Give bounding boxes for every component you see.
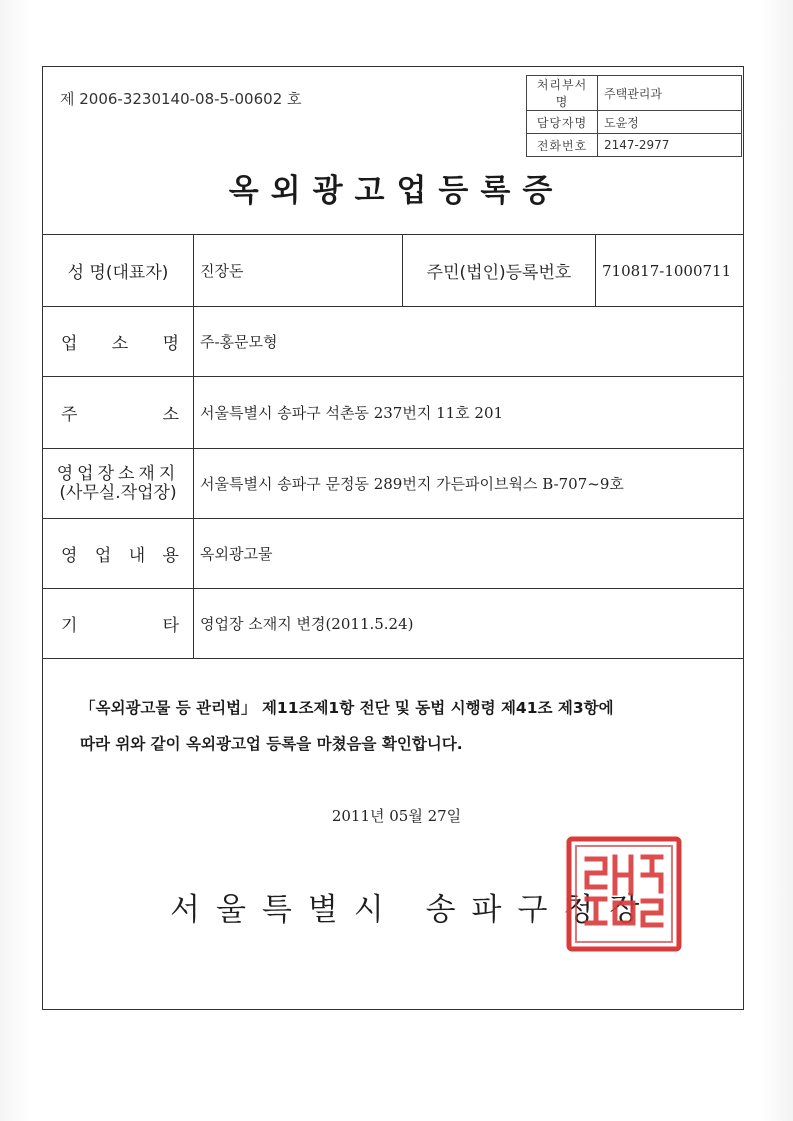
document-title: 옥외광고업등록증 <box>228 173 565 209</box>
business-content-value: 옥외광고물 <box>194 519 744 589</box>
business-name-value: 주-홍문모형 <box>194 307 744 377</box>
representative-label: 성 명(대표자) <box>43 235 194 307</box>
address-value: 서울특별시 송파구 석촌동 237번지 11호 201 <box>194 377 744 449</box>
office-value: 2147-2977 <box>598 134 742 157</box>
office-value: 도윤정 <box>598 111 742 134</box>
business-location-label: 영업장소재지 (사무실.작업장) <box>43 449 194 519</box>
business-name-label: 업 소 명 <box>43 307 194 377</box>
processing-office-box <box>526 75 742 157</box>
office-row-department <box>527 76 742 111</box>
registration-number-label: 주민(법인)등록번호 <box>403 235 596 307</box>
etc-label: 기 타 <box>43 589 194 659</box>
certification-statement <box>80 690 740 762</box>
official-seal-stamp <box>565 835 683 953</box>
office-row-phone <box>527 134 742 157</box>
business-location-value: 서울특별시 송파구 문정동 289번지 가든파이브웍스 B-707~9호 <box>194 449 744 519</box>
issue-date: 2011년 05월 27일 <box>331 807 462 825</box>
registration-details-table <box>42 234 744 659</box>
office-row-contact <box>527 111 742 134</box>
etc-value: 영업장 소재지 변경(2011.5.24) <box>194 589 744 659</box>
row-representative <box>43 235 744 307</box>
row-business-content <box>43 519 744 589</box>
row-etc <box>43 589 744 659</box>
office-key: 전화번호 <box>527 134 598 157</box>
row-business-name <box>43 307 744 377</box>
row-business-location <box>43 449 744 519</box>
office-value: 주택관리과 <box>598 76 742 111</box>
office-key: 담당자명 <box>527 111 598 134</box>
business-content-label: 영 업 내 용 <box>43 519 194 589</box>
registration-number-value: 710817-1000711 <box>596 235 744 307</box>
issuer-name: 서울특별시 송파구청장 <box>170 892 656 928</box>
representative-value: 진장돈 <box>194 235 403 307</box>
document-number: 제 2006-3230140-08-5-00602 호 <box>60 90 302 108</box>
office-key: 처리부서명 <box>527 76 598 111</box>
address-label: 주 소 <box>43 377 194 449</box>
statement-line-2: 따라 위와 같이 옥외광고업 등록을 마쳤음을 확인합니다. <box>80 735 463 753</box>
statement-line-1: 「옥외광고물 등 관리법」 제11조제1항 전단 및 동법 시행령 제41조 제3항에 <box>80 699 614 717</box>
row-address <box>43 377 744 449</box>
